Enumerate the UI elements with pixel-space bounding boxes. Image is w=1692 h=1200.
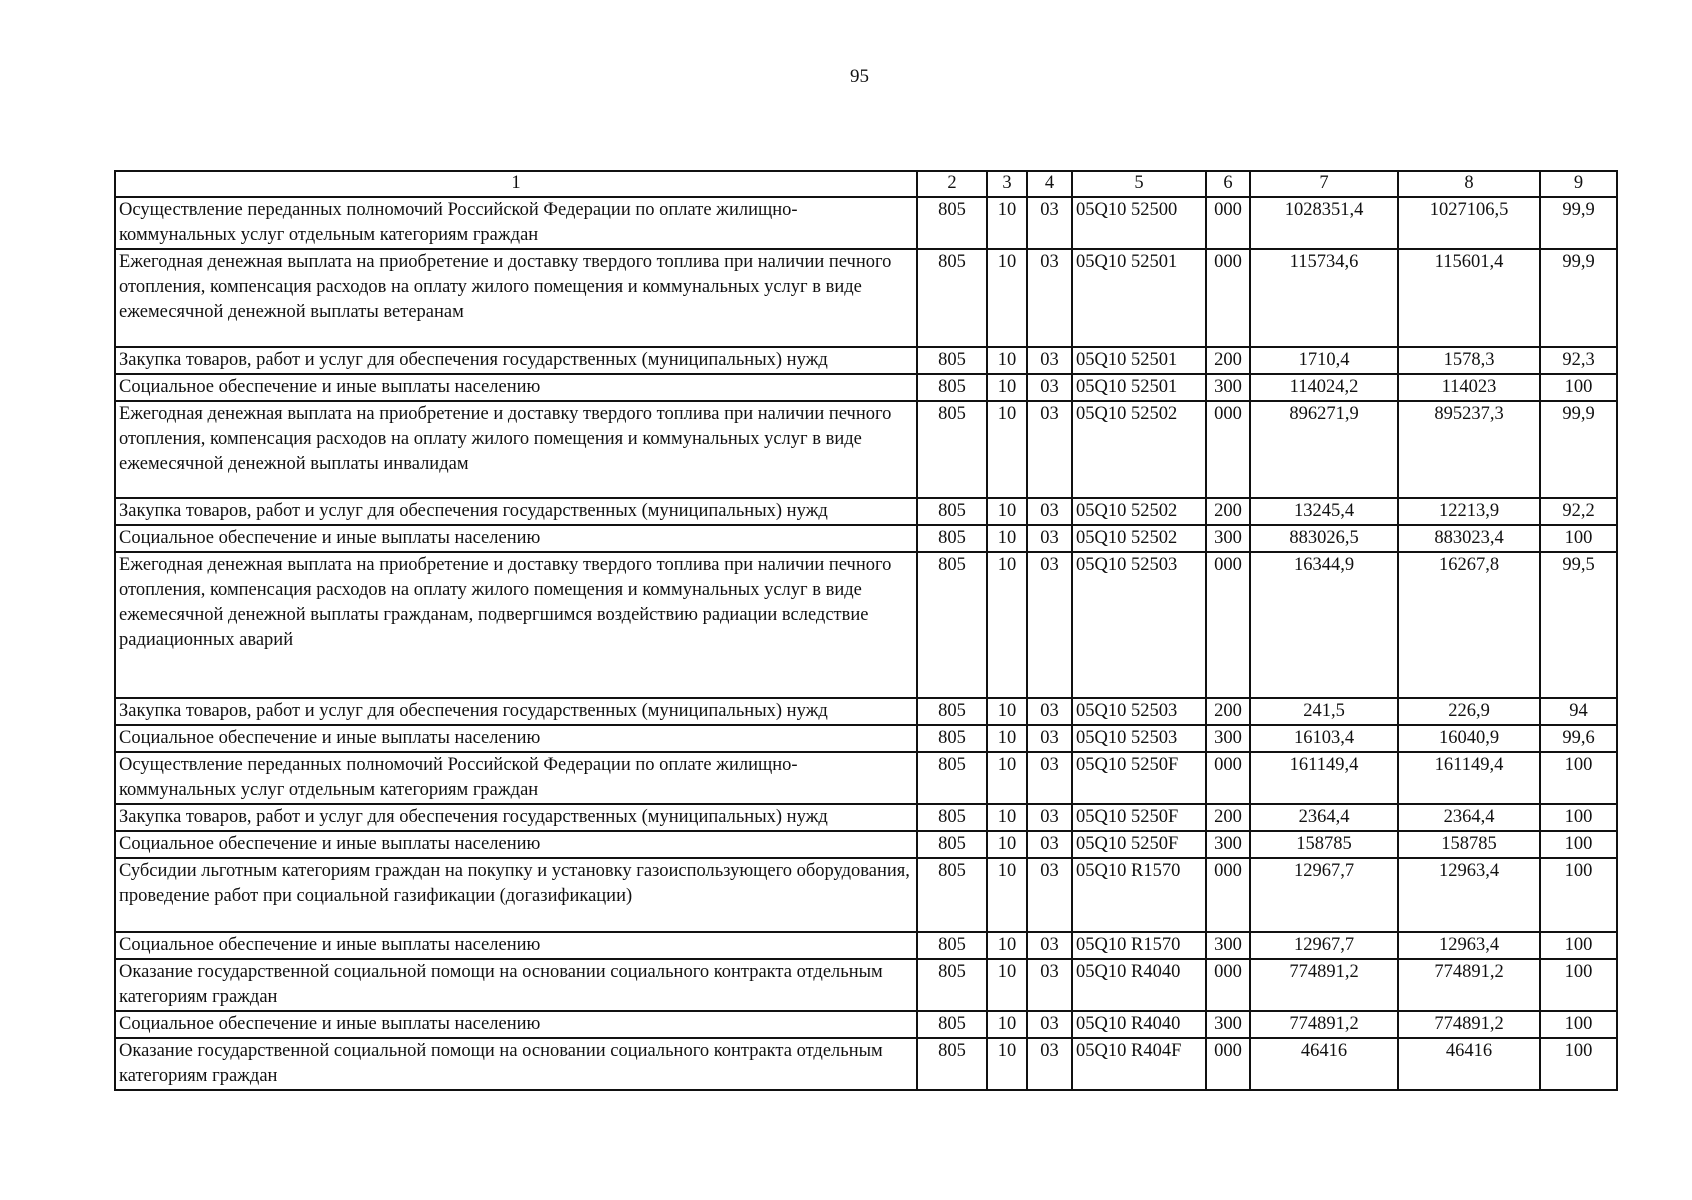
planned-amount-cell: 2364,4 [1250,804,1398,831]
planned-amount-cell: 774891,2 [1250,1011,1398,1038]
expense-type-cell: 300 [1206,932,1250,959]
chapter-code-cell: 805 [917,498,987,525]
expense-type-cell: 300 [1206,725,1250,752]
section-cell: 10 [987,401,1027,498]
execution-percent-cell: 99,9 [1540,197,1617,249]
execution-percent-cell: 99,9 [1540,401,1617,498]
target-article-cell: 05Q10 52503 [1072,725,1206,752]
row-name-cell: Оказание государственной социальной помощи на основании социального контракта отдельным категориям граждан [115,959,917,1011]
subsection-cell: 03 [1027,374,1072,401]
chapter-code-cell: 805 [917,197,987,249]
header-row [115,171,1617,197]
section-cell: 10 [987,959,1027,1011]
executed-amount-cell: 774891,2 [1398,959,1540,1011]
execution-percent-cell: 100 [1540,374,1617,401]
target-article-cell: 05Q10 52501 [1072,347,1206,374]
expense-type-cell: 300 [1206,831,1250,858]
section-cell: 10 [987,374,1027,401]
table-row [115,752,1617,804]
table-row [115,347,1617,374]
planned-amount-cell: 12967,7 [1250,932,1398,959]
chapter-code-cell: 805 [917,347,987,374]
executed-amount-cell: 16267,8 [1398,552,1540,698]
target-article-cell: 05Q10 52503 [1072,698,1206,725]
column-header: 4 [1027,171,1072,197]
subsection-cell: 03 [1027,804,1072,831]
row-name-cell: Закупка товаров, работ и услуг для обеспечения государственных (муниципальных) нужд [115,347,917,374]
execution-percent-cell: 100 [1540,1038,1617,1090]
executed-amount-cell: 12963,4 [1398,932,1540,959]
column-header: 8 [1398,171,1540,197]
section-cell: 10 [987,197,1027,249]
execution-percent-cell: 99,9 [1540,249,1617,347]
section-cell: 10 [987,858,1027,932]
table-row [115,1011,1617,1038]
executed-amount-cell: 114023 [1398,374,1540,401]
section-cell: 10 [987,498,1027,525]
row-name-cell: Оказание государственной социальной помощи на основании социального контракта отдельным категориям граждан [115,1038,917,1090]
page-number: 95 [850,66,869,87]
row-name-cell: Социальное обеспечение и иные выплаты населению [115,1011,917,1038]
execution-percent-cell: 100 [1540,525,1617,552]
executed-amount-cell: 1027106,5 [1398,197,1540,249]
column-header: 6 [1206,171,1250,197]
execution-percent-cell: 100 [1540,959,1617,1011]
executed-amount-cell: 12213,9 [1398,498,1540,525]
execution-percent-cell: 100 [1540,831,1617,858]
target-article-cell: 05Q10 52502 [1072,401,1206,498]
subsection-cell: 03 [1027,1038,1072,1090]
row-name-cell: Закупка товаров, работ и услуг для обеспечения государственных (муниципальных) нужд [115,804,917,831]
executed-amount-cell: 115601,4 [1398,249,1540,347]
table-row [115,698,1617,725]
subsection-cell: 03 [1027,525,1072,552]
target-article-cell: 05Q10 5250F [1072,804,1206,831]
table-row [115,498,1617,525]
table-row [115,525,1617,552]
expense-type-cell: 000 [1206,249,1250,347]
row-name-cell: Социальное обеспечение и иные выплаты населению [115,525,917,552]
expense-type-cell: 200 [1206,804,1250,831]
target-article-cell: 05Q10 R1570 [1072,932,1206,959]
planned-amount-cell: 1710,4 [1250,347,1398,374]
target-article-cell: 05Q10 52501 [1072,249,1206,347]
executed-amount-cell: 1578,3 [1398,347,1540,374]
section-cell: 10 [987,831,1027,858]
chapter-code-cell: 805 [917,1011,987,1038]
subsection-cell: 03 [1027,725,1072,752]
chapter-code-cell: 805 [917,698,987,725]
section-cell: 10 [987,552,1027,698]
execution-percent-cell: 100 [1540,804,1617,831]
executed-amount-cell: 226,9 [1398,698,1540,725]
chapter-code-cell: 805 [917,752,987,804]
chapter-code-cell: 805 [917,804,987,831]
row-name-cell: Ежегодная денежная выплата на приобретение и доставку твердого топлива при наличии печного отопления, компенсация расходов на оплату жилого помещения и коммунальных услуг в виде ежемесячной денежной выплаты ветеранам [115,249,917,347]
chapter-code-cell: 805 [917,249,987,347]
subsection-cell: 03 [1027,959,1072,1011]
table-body [115,197,1617,1090]
row-name-cell: Субсидии льготным категориям граждан на покупку и установку газоиспользующего оборудования, проведение работ при социальной газификации (догазификации) [115,858,917,932]
section-cell: 10 [987,725,1027,752]
planned-amount-cell: 16344,9 [1250,552,1398,698]
execution-percent-cell: 100 [1540,752,1617,804]
table-row [115,197,1617,249]
expense-type-cell: 300 [1206,1011,1250,1038]
planned-amount-cell: 114024,2 [1250,374,1398,401]
executed-amount-cell: 158785 [1398,831,1540,858]
executed-amount-cell: 2364,4 [1398,804,1540,831]
table-row [115,249,1617,347]
expense-type-cell: 000 [1206,401,1250,498]
section-cell: 10 [987,932,1027,959]
executed-amount-cell: 883023,4 [1398,525,1540,552]
execution-percent-cell: 100 [1540,858,1617,932]
planned-amount-cell: 896271,9 [1250,401,1398,498]
column-header: 7 [1250,171,1398,197]
target-article-cell: 05Q10 R4040 [1072,959,1206,1011]
execution-percent-cell: 100 [1540,1011,1617,1038]
expense-type-cell: 000 [1206,197,1250,249]
target-article-cell: 05Q10 52502 [1072,525,1206,552]
row-name-cell: Ежегодная денежная выплата на приобретение и доставку твердого топлива при наличии печного отопления, компенсация расходов на оплату жилого помещения и коммунальных услуг в виде ежемесячной денежной выплаты гражданам, подвергшимся воздействию радиации вследствие радиационных аварий [115,552,917,698]
executed-amount-cell: 895237,3 [1398,401,1540,498]
planned-amount-cell: 161149,4 [1250,752,1398,804]
section-cell: 10 [987,525,1027,552]
subsection-cell: 03 [1027,752,1072,804]
chapter-code-cell: 805 [917,401,987,498]
target-article-cell: 05Q10 R4040 [1072,1011,1206,1038]
table-row [115,932,1617,959]
column-header: 5 [1072,171,1206,197]
planned-amount-cell: 16103,4 [1250,725,1398,752]
chapter-code-cell: 805 [917,1038,987,1090]
expense-type-cell: 000 [1206,552,1250,698]
expense-type-cell: 300 [1206,525,1250,552]
subsection-cell: 03 [1027,698,1072,725]
chapter-code-cell: 805 [917,725,987,752]
row-name-cell: Осуществление переданных полномочий Российской Федерации по оплате жилищно-коммунальных услуг отдельным категориям граждан [115,752,917,804]
execution-percent-cell: 92,3 [1540,347,1617,374]
row-name-cell: Социальное обеспечение и иные выплаты населению [115,831,917,858]
chapter-code-cell: 805 [917,959,987,1011]
column-header: 2 [917,171,987,197]
execution-percent-cell: 94 [1540,698,1617,725]
expense-type-cell: 200 [1206,698,1250,725]
subsection-cell: 03 [1027,1011,1072,1038]
column-header: 1 [115,171,917,197]
section-cell: 10 [987,1038,1027,1090]
column-header: 9 [1540,171,1617,197]
target-article-cell: 05Q10 52503 [1072,552,1206,698]
table-row [115,959,1617,1011]
table-row [115,1038,1617,1090]
column-header: 3 [987,171,1027,197]
executed-amount-cell: 774891,2 [1398,1011,1540,1038]
row-name-cell: Осуществление переданных полномочий Российской Федерации по оплате жилищно-коммунальных услуг отдельным категориям граждан [115,197,917,249]
row-name-cell: Закупка товаров, работ и услуг для обеспечения государственных (муниципальных) нужд [115,698,917,725]
target-article-cell: 05Q10 R1570 [1072,858,1206,932]
executed-amount-cell: 46416 [1398,1038,1540,1090]
expense-type-cell: 000 [1206,1038,1250,1090]
subsection-cell: 03 [1027,932,1072,959]
expense-type-cell: 200 [1206,498,1250,525]
section-cell: 10 [987,698,1027,725]
row-name-cell: Ежегодная денежная выплата на приобретение и доставку твердого топлива при наличии печного отопления, компенсация расходов на оплату жилого помещения и коммунальных услуг в виде ежемесячной денежной выплаты инвалидам [115,401,917,498]
planned-amount-cell: 1028351,4 [1250,197,1398,249]
table-row [115,401,1617,498]
table-row [115,725,1617,752]
subsection-cell: 03 [1027,197,1072,249]
planned-amount-cell: 241,5 [1250,698,1398,725]
subsection-cell: 03 [1027,858,1072,932]
subsection-cell: 03 [1027,552,1072,698]
execution-percent-cell: 99,6 [1540,725,1617,752]
expense-type-cell: 000 [1206,959,1250,1011]
planned-amount-cell: 12967,7 [1250,858,1398,932]
target-article-cell: 05Q10 5250F [1072,831,1206,858]
planned-amount-cell: 46416 [1250,1038,1398,1090]
executed-amount-cell: 16040,9 [1398,725,1540,752]
expense-type-cell: 300 [1206,374,1250,401]
executed-amount-cell: 12963,4 [1398,858,1540,932]
subsection-cell: 03 [1027,249,1072,347]
planned-amount-cell: 883026,5 [1250,525,1398,552]
table-row [115,858,1617,932]
table-row [115,374,1617,401]
execution-percent-cell: 99,5 [1540,552,1617,698]
planned-amount-cell: 115734,6 [1250,249,1398,347]
expense-type-cell: 000 [1206,858,1250,932]
executed-amount-cell: 161149,4 [1398,752,1540,804]
chapter-code-cell: 805 [917,858,987,932]
chapter-code-cell: 805 [917,932,987,959]
subsection-cell: 03 [1027,831,1072,858]
chapter-code-cell: 805 [917,525,987,552]
execution-percent-cell: 92,2 [1540,498,1617,525]
row-name-cell: Социальное обеспечение и иные выплаты населению [115,374,917,401]
target-article-cell: 05Q10 5250F [1072,752,1206,804]
target-article-cell: 05Q10 52500 [1072,197,1206,249]
execution-percent-cell: 100 [1540,932,1617,959]
section-cell: 10 [987,804,1027,831]
table-row [115,552,1617,698]
budget-table [114,170,1618,1091]
section-cell: 10 [987,1011,1027,1038]
row-name-cell: Закупка товаров, работ и услуг для обеспечения государственных (муниципальных) нужд [115,498,917,525]
chapter-code-cell: 805 [917,552,987,698]
chapter-code-cell: 805 [917,831,987,858]
row-name-cell: Социальное обеспечение и иные выплаты населению [115,932,917,959]
target-article-cell: 05Q10 R404F [1072,1038,1206,1090]
table-row [115,831,1617,858]
planned-amount-cell: 158785 [1250,831,1398,858]
subsection-cell: 03 [1027,498,1072,525]
expense-type-cell: 000 [1206,752,1250,804]
row-name-cell: Социальное обеспечение и иные выплаты населению [115,725,917,752]
target-article-cell: 05Q10 52502 [1072,498,1206,525]
section-cell: 10 [987,249,1027,347]
chapter-code-cell: 805 [917,374,987,401]
subsection-cell: 03 [1027,347,1072,374]
section-cell: 10 [987,752,1027,804]
target-article-cell: 05Q10 52501 [1072,374,1206,401]
section-cell: 10 [987,347,1027,374]
planned-amount-cell: 13245,4 [1250,498,1398,525]
table-row [115,804,1617,831]
subsection-cell: 03 [1027,401,1072,498]
planned-amount-cell: 774891,2 [1250,959,1398,1011]
expense-type-cell: 200 [1206,347,1250,374]
